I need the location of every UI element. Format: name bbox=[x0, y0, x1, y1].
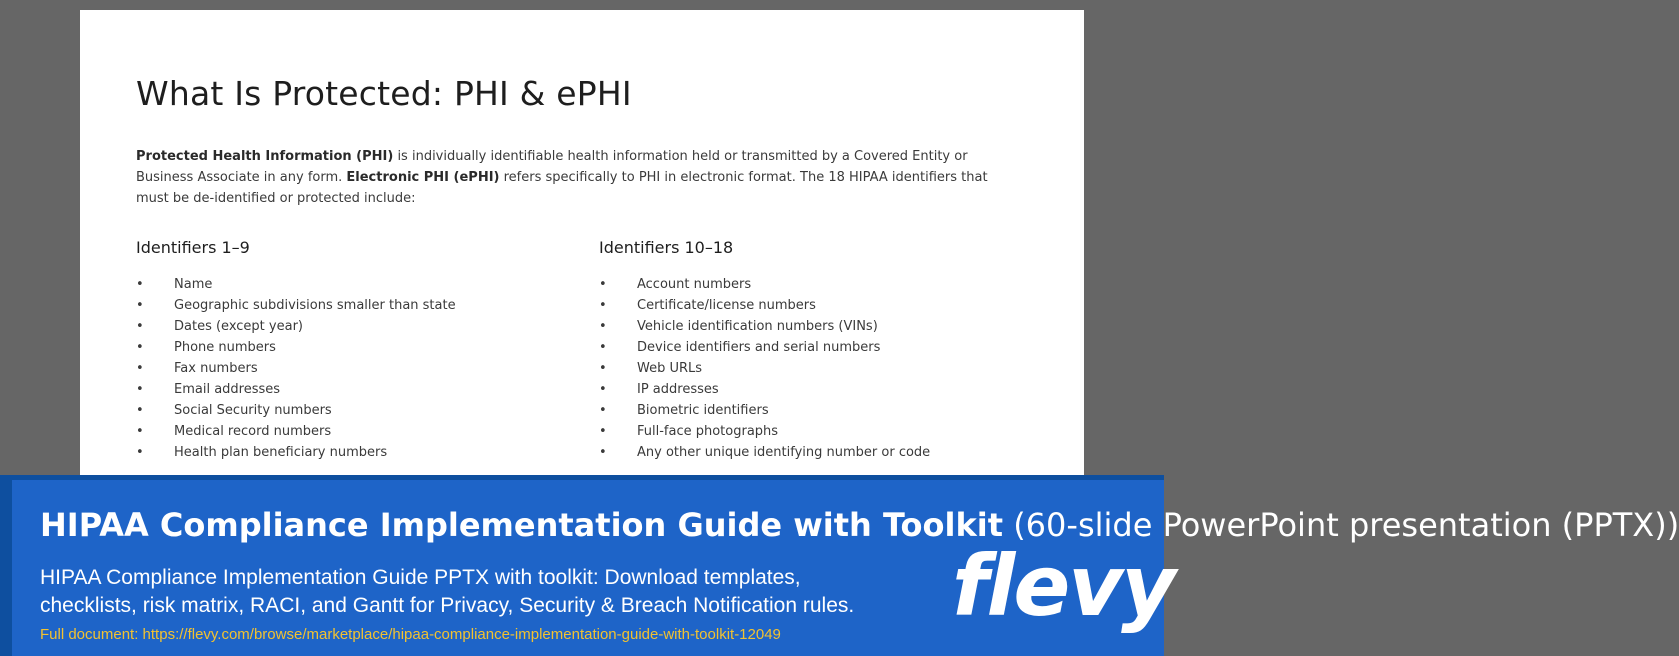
promo-banner bbox=[0, 475, 1679, 656]
list-item bbox=[136, 295, 556, 316]
banner-title bbox=[40, 506, 1679, 544]
intro-paragraph bbox=[136, 146, 1016, 209]
list-item bbox=[136, 400, 556, 421]
list-item-text: Full-face photographs bbox=[637, 424, 779, 439]
list-item-text: Name bbox=[174, 277, 213, 292]
bullet-icon: • bbox=[136, 382, 144, 397]
list-item bbox=[599, 295, 1019, 316]
list-item-text: IP addresses bbox=[637, 382, 719, 397]
list-item bbox=[136, 442, 556, 463]
bullet-icon: • bbox=[136, 361, 144, 376]
list-item bbox=[136, 379, 556, 400]
list-item bbox=[136, 316, 556, 337]
list-item bbox=[136, 421, 556, 442]
ephi-definition: refers specifically to PHI in electronic format. The 18 HIPAA identifiers that must be de-identified or protected include: bbox=[136, 170, 988, 206]
identifiers-1-9-column bbox=[136, 238, 556, 463]
identifiers-1-9-list bbox=[136, 274, 556, 463]
banner-title-suffix: (60-slide PowerPoint presentation (PPTX)) bbox=[1003, 506, 1679, 544]
list-item-text: Phone numbers bbox=[174, 340, 276, 355]
identifiers-10-18-list bbox=[599, 274, 1019, 463]
list-item-text: Certificate/license numbers bbox=[637, 298, 816, 313]
list-item bbox=[599, 442, 1019, 463]
bullet-icon: • bbox=[599, 277, 607, 292]
document-link[interactable]: Full document: https://flevy.com/browse/marketplace/hipaa-compliance-implementation-guide-with-toolkit-12049 bbox=[40, 626, 781, 643]
bullet-icon: • bbox=[599, 382, 607, 397]
identifiers-10-18-column bbox=[599, 238, 1019, 463]
bullet-icon: • bbox=[136, 445, 144, 460]
banner-description: HIPAA Compliance Implementation Guide PPTX with toolkit: Download templates, checklists, risk matrix, RACI, and Gantt for Privacy, Security & Breach Notification rules. bbox=[40, 566, 855, 617]
list-item-text: Email addresses bbox=[174, 382, 281, 397]
list-item-text: Dates (except year) bbox=[174, 319, 303, 334]
list-item bbox=[599, 274, 1019, 295]
list-item bbox=[599, 400, 1019, 421]
list-item-text: Vehicle identification numbers (VINs) bbox=[637, 319, 878, 334]
bullet-icon: • bbox=[136, 403, 144, 418]
identifiers-1-9-heading: Identifiers 1–9 bbox=[136, 238, 250, 257]
list-item bbox=[136, 337, 556, 358]
list-item-text: Device identifiers and serial numbers bbox=[637, 340, 881, 355]
list-item-text: Biometric identifiers bbox=[637, 403, 769, 418]
list-item-text: Social Security numbers bbox=[174, 403, 332, 418]
banner-title-main: HIPAA Compliance Implementation Guide with Toolkit bbox=[40, 506, 1004, 544]
bullet-icon: • bbox=[136, 298, 144, 313]
list-item-text: Health plan beneficiary numbers bbox=[174, 445, 388, 460]
flevy-logo[interactable]: flevy bbox=[952, 537, 1174, 635]
bullet-icon: • bbox=[136, 319, 144, 334]
list-item bbox=[599, 316, 1019, 337]
bullet-icon: • bbox=[599, 424, 607, 439]
list-item bbox=[136, 274, 556, 295]
bullet-icon: • bbox=[599, 403, 607, 418]
identifiers-10-18-heading: Identifiers 10–18 bbox=[599, 238, 734, 257]
bullet-icon: • bbox=[599, 319, 607, 334]
list-item bbox=[599, 421, 1019, 442]
slide-title: What Is Protected: PHI & ePHI bbox=[136, 74, 632, 113]
list-item-text: Geographic subdivisions smaller than state bbox=[174, 298, 456, 313]
bullet-icon: • bbox=[136, 424, 144, 439]
list-item-text: Account numbers bbox=[637, 277, 752, 292]
list-item bbox=[599, 358, 1019, 379]
phi-definition: is individually identifiable health information held or transmitted by a Covered Entity or Business Associate in any form. bbox=[136, 149, 968, 185]
bullet-icon: • bbox=[136, 340, 144, 355]
bullet-icon: • bbox=[599, 340, 607, 355]
list-item-text: Medical record numbers bbox=[174, 424, 332, 439]
bullet-icon: • bbox=[599, 445, 607, 460]
list-item-text: Fax numbers bbox=[174, 361, 258, 376]
list-item-text: Any other unique identifying number or code bbox=[637, 445, 931, 460]
slide-page bbox=[80, 10, 1084, 510]
list-item bbox=[599, 337, 1019, 358]
banner-edge-accent bbox=[0, 480, 12, 656]
bullet-icon: • bbox=[136, 277, 144, 292]
list-item bbox=[599, 379, 1019, 400]
phi-term: Protected Health Information (PHI) bbox=[136, 149, 394, 164]
list-item bbox=[136, 358, 556, 379]
bullet-icon: • bbox=[599, 361, 607, 376]
list-item-text: Web URLs bbox=[637, 361, 703, 376]
bullet-icon: • bbox=[599, 298, 607, 313]
ephi-term: Electronic PHI (ePHI) bbox=[346, 170, 500, 185]
